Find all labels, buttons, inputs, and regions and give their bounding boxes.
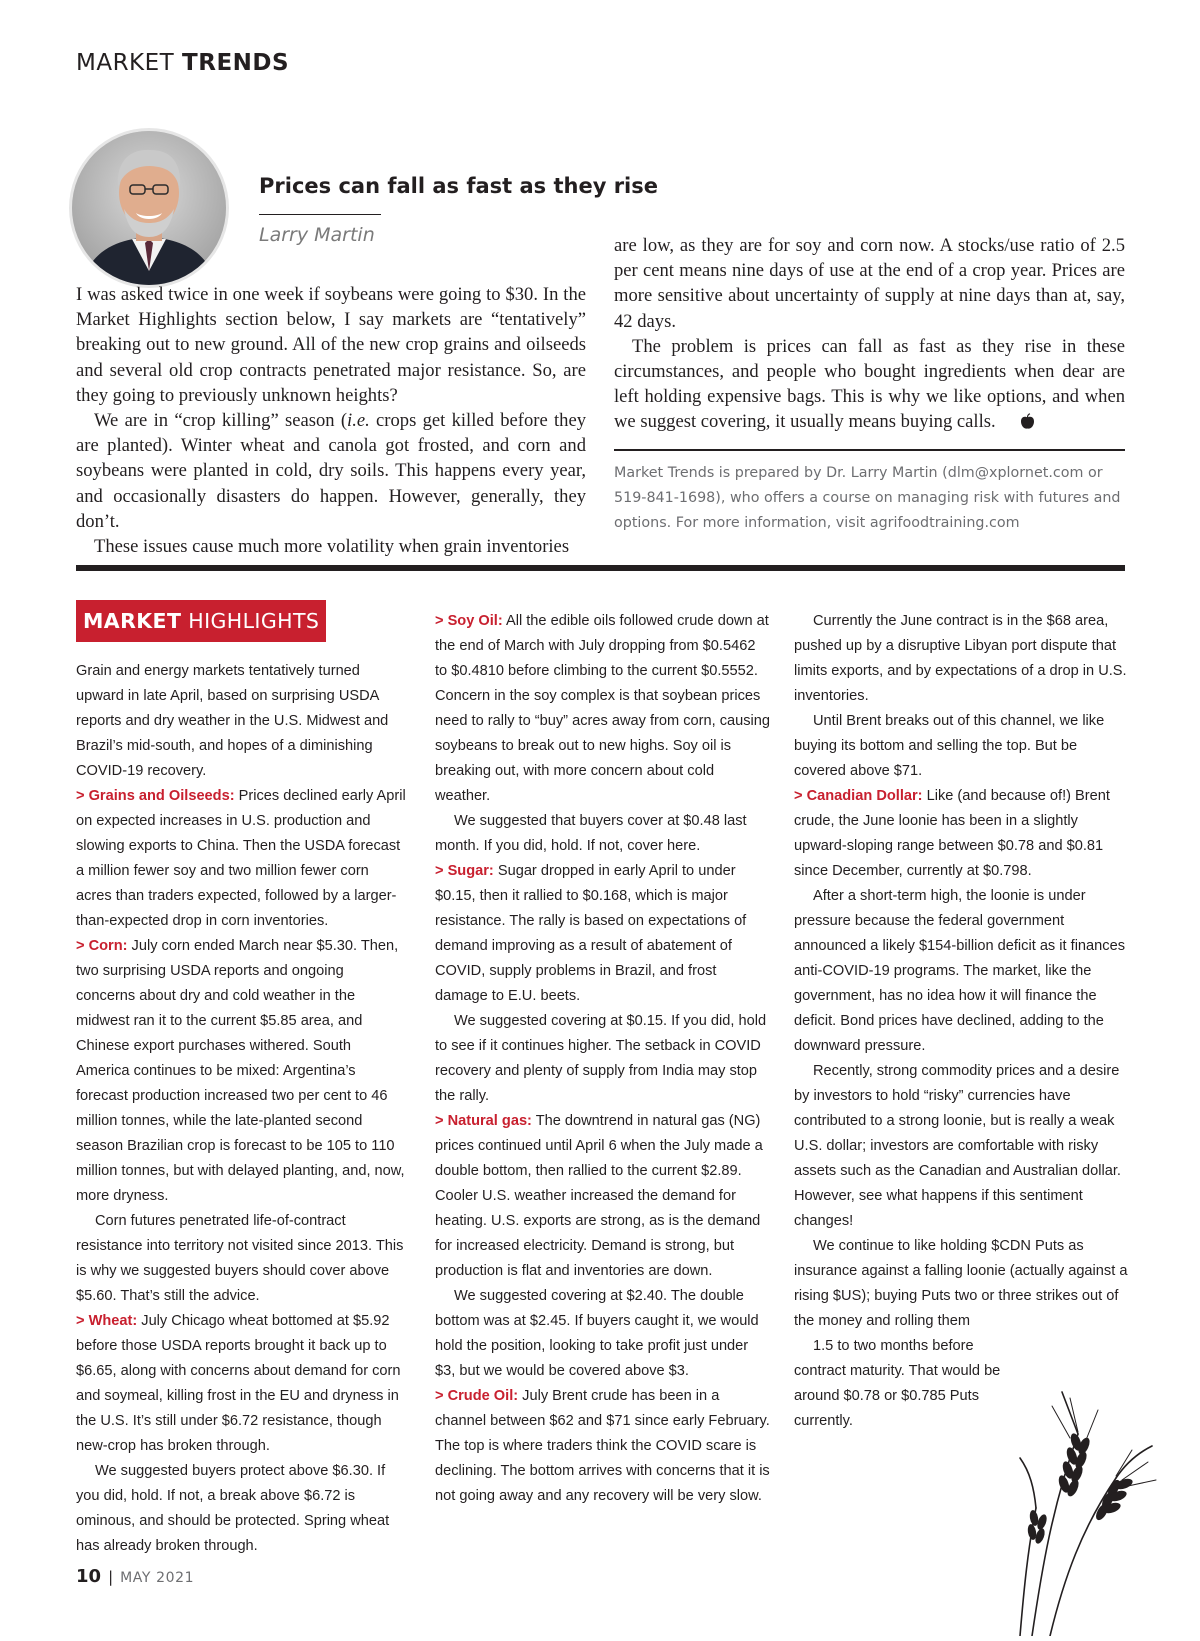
soyoil-item: > Soy Oil: All the edible oils followed crude down at the end of March with July dropping from $0.5462 to $0.4810 before climbing to the current $0.5552. Concern in the soy complex is that soybean prices need to rally to “buy” acres away from corn, causing soybeans to break out to new highs. Soy oil is breaking out, with more concern about cold weather. xyxy=(435,613,770,804)
wheat-advice: We suggested buyers protect above $6.30. If you did, hold. If not, a break above $6.72 is ominous, and should be protected. Spring wheat has already broken through. xyxy=(76,1463,390,1554)
natgas-item: > Natural gas: The downtrend in natural gas (NG) prices continued until April 6 when the July made a double bottom, then rallied to the current $2.89. Cooler U.S. weather increased the demand for heating. U.S. exports are strong, as is the demand for increased electricity. Demand is strong, but production is flat and inventories are down. xyxy=(435,1113,763,1279)
soyoil-advice: We suggested that buyers cover at $0.48 last month. If you did, hold. If not, cover here. xyxy=(435,813,747,854)
about-author-note: Market Trends is prepared by Dr. Larry Martin (dlm@xplornet.com or 519-841-1698), who offers a course on managing risk with futures and options. For more information, visit agrifoodtraining.com xyxy=(614,465,1121,531)
section-title-bold: TRENDS xyxy=(182,50,290,76)
section-divider xyxy=(76,565,1125,571)
article-column-right xyxy=(614,233,1125,438)
highlights-title-bold: MARKET xyxy=(83,609,182,633)
cad-advice: We continue to like holding $CDN Puts as insurance against a falling loonie (actually against a rising $US); buying Puts two or three strikes out of the money and rolling them 1.5 to two months before contract maturity. That would be around $0.78 or $0.785 Puts currently. xyxy=(794,1238,1128,1429)
footer-separator: | xyxy=(108,1568,114,1586)
highlights-column-1 xyxy=(76,659,406,1559)
crude-item: > Crude Oil: July Brent crude has been in a channel between $62 and $71 since early February. The top is where traders think the COVID scare is declining. The bottom arrives with concerns that it is not going away and any recovery will be very slow. xyxy=(435,1388,770,1504)
highlights-column-2 xyxy=(435,609,771,1509)
section-title-regular: MARKET xyxy=(76,50,175,76)
cad-pressure: After a short-term high, the loonie is under pressure because the federal government announced a likely $154-billion deficit as it finances anti-COVID-19 programs. The market, like the government, has no idea how it will finance the deficit. Bond prices have declined, adding to the downward pressure. xyxy=(794,888,1125,1054)
article-headline: Prices can fall as fast as they rise xyxy=(259,174,658,198)
highlights-intro: Grain and energy markets tentatively turned upward in late April, based on surprising USDA reports and dry weather in the U.S. Midwest and Brazil’s mid-south, and hopes of a diminishing COVID-19 recovery. xyxy=(76,663,389,779)
highlights-column-3 xyxy=(794,609,1130,1434)
section-title xyxy=(76,50,289,76)
article-column-left xyxy=(76,282,586,559)
market-highlights-heading xyxy=(76,600,326,642)
article-byline: Larry Martin xyxy=(259,224,375,246)
sugar-item: > Sugar: Sugar dropped in early April to under $0.15, then it rallied to $0.168, which is major resistance. The rally is based on expectations of demand improving as a result of abatement of COVID, supply problems in Brazil, and frost damage to E.U. beets. xyxy=(435,863,747,1004)
author-portrait xyxy=(72,131,226,285)
article-paragraph: We are in “crop killing” season (i.e. crops get killed before they are planted). Winter wheat and canola got frosted, and corn and soybeans were planted in cold, dry soils. This happens every year, and occasionally disasters do happen. However, generally, they don’t. xyxy=(76,410,586,532)
issue-date: MAY 2021 xyxy=(120,1570,195,1586)
corn-advice: Corn futures penetrated life-of-contract resistance into territory not visited since 2013. This is why we suggested buyers should cover above $5.60. That’s still the advice. xyxy=(76,1213,404,1304)
article-paragraph: are low, as they are for soy and corn now. A stocks/use ratio of 2.5 per cent means nine days of use at the end of a crop year. Prices are more sensitive about uncertainty of supply at nine days than at, say, 42 days. xyxy=(614,235,1125,332)
page-footer xyxy=(76,1566,194,1587)
headline-divider xyxy=(259,214,381,215)
wheat-illustration-icon xyxy=(1012,1388,1162,1641)
about-divider xyxy=(614,449,1125,451)
apple-icon xyxy=(1002,412,1035,437)
cad-item: > Canadian Dollar: Like (and because of!) Brent crude, the June loonie has been in a slightly upward-sloping range between $0.78 and $0.81 since December, currently at $0.798. xyxy=(794,788,1110,879)
grains-item: > Grains and Oilseeds: Prices declined early April on expected increases in U.S. production and slowing exports to China. Then the USDA forecast a million fewer soy and two million fewer corn acres than traders expected, followed by a larger-than-expected drop in corn inventories. xyxy=(76,788,406,929)
sugar-advice: We suggested covering at $0.15. If you did, hold to see if it continues higher. The setback in COVID recovery and plenty of supply from India may stop the rally. xyxy=(435,1013,767,1104)
wheat-item: > Wheat: July Chicago wheat bottomed at $5.92 before those USDA reports brought it back up to $6.65, along with concerns about demand for corn and soymeal, killing frost in the EU and dryness in the U.S. It’s still under $6.72 resistance, though new-crop has broken through. xyxy=(76,1313,401,1454)
natgas-advice: We suggested covering at $2.40. The double bottom was at $2.45. If buyers caught it, we would hold the position, looking to take profit just under $3, but we would be covered above $3. xyxy=(435,1288,759,1379)
article-paragraph: The problem is prices can fall as fast as they rise in these circumstances, and people who bought ingredients when dear are left holding expensive bags. This is why we like options, and when we suggest covering, it usually means buying calls. xyxy=(614,334,1125,438)
cad-sentiment: Recently, strong commodity prices and a desire by investors to hold “risky” currencies have contributed to a strong loonie, but is really a weak U.S. dollar; investors are comfortable with risky assets such as the Canadian and Australian dollar. However, see what happens if this sentiment changes! xyxy=(794,1063,1121,1229)
page-number: 10 xyxy=(76,1566,102,1587)
author-portrait-icon xyxy=(72,131,226,285)
crude-advice: Until Brent breaks out of this channel, we like buying its bottom and selling the top. But be covered above $71. xyxy=(794,713,1105,779)
article-paragraph: I was asked twice in one week if soybeans were going to $30. In the Market Highlights section below, I say markets are “tentatively” breaking out to new ground. All of the new crop grains and oilseeds and several old crop contracts penetrated major resistance. So, are they going to previously unknown heights? xyxy=(76,284,586,406)
corn-item: > Corn: July corn ended March near $5.30. Then, two surprising USDA reports and ongoing concerns about dry and cold weather in the midwest ran it to the current $5.85 area, and Chinese export purchases withered. South America continues to be mixed: Argentina’s forecast production increased two per cent to 46 million tonnes, while the late-planted second season Brazilian crop is forecast to be 105 to 110 million tonnes, but with delayed planting, and, now, more dryness. xyxy=(76,938,405,1204)
highlights-title-regular: HIGHLIGHTS xyxy=(188,609,320,633)
article-paragraph: These issues cause much more volatility when grain inventories xyxy=(94,536,570,558)
crude-current: Currently the June contract is in the $68 area, pushed up by a disruptive Libyan port dispute that limits exports, and by expectations of a drop in U.S. inventories. xyxy=(794,613,1127,704)
